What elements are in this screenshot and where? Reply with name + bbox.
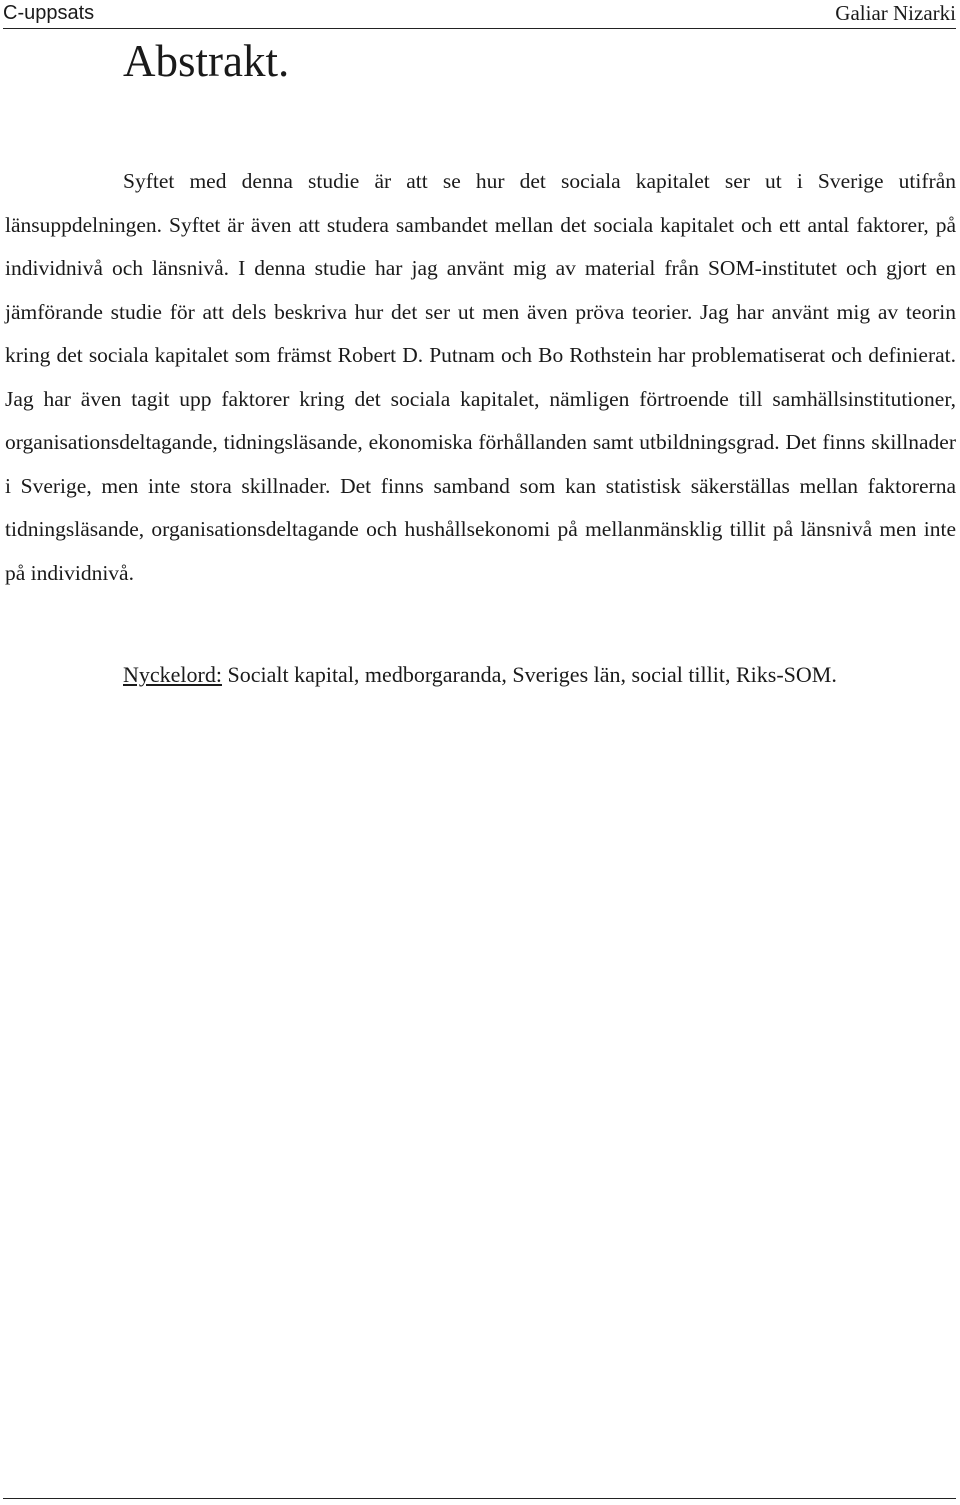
keywords-line — [123, 655, 837, 695]
page-title: Abstrakt. — [123, 36, 290, 86]
header-author-name: Galiar Nizarki — [835, 1, 956, 25]
abstract-paragraph: Syftet med denna studie är att se hur det sociala kapitalet ser ut i Sverige utifrån länsuppdelningen. Syftet är även att studera sambandet mellan det sociala kapitalet och ett antal faktorer, på individnivå och länsnivå. I denna studie har jag använt mig av material från SOM-institutet och gjort en jämförande studie för att dels beskriva hur det ser ut men även pröva teorier. Jag har använt mig av teorin kring det sociala kapitalet som främst Robert D. Putnam och Bo Rothstein har problematiserat och definierat. Jag har även tagit upp faktorer kring det sociala kapitalet, nämligen förtroende till samhällsinstitutioner, organisationsdeltagande, tidningsläsande, ekonomiska förhållanden samt utbildningsgrad. Det finns skillnader i Sverige, men inte stora skillnader. Det finns samband som kan statistisk säkerställas mellan faktorerna tidningsläsande, organisationsdeltagande och hushållsekonomi på mellanmänsklig tillit på länsnivå men inte på individnivå. — [5, 169, 956, 585]
keywords-text: Socialt kapital, medborgaranda, Sveriges län, social tillit, Riks-SOM. — [221, 662, 837, 687]
page-header — [3, 0, 956, 29]
footer-rule — [3, 1498, 956, 1499]
header-course-label: C-uppsats — [3, 2, 95, 24]
keywords-label: Nyckelord: — [123, 662, 222, 687]
